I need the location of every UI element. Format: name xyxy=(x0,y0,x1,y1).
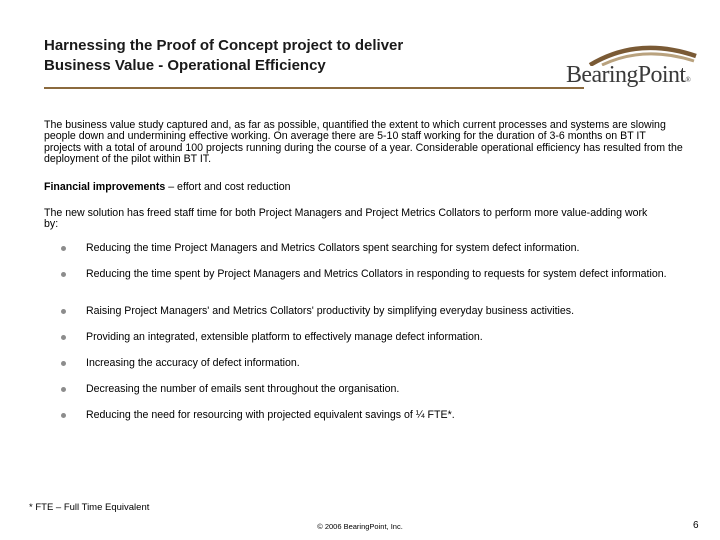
title-rule xyxy=(44,87,584,89)
bullet-text: Reducing the time Project Managers and Metrics Collators spent searching for system defect information. xyxy=(86,242,580,254)
bullet-icon xyxy=(61,246,66,251)
slide-title xyxy=(44,36,564,76)
intro-paragraph: The business value study captured and, as far as possible, quantified the extent to which current processes and systems are slowing people down and undermining effective working. On average there are 5-10 staff working for the duration of 3-6 months on BT IT projects with a total of around 100 projects running during the course of a year. Considerable operational efficiency has resulted from the deployment of the pilot within BT IT. xyxy=(44,119,683,166)
bullet-text: Providing an integrated, extensible platform to effectively manage defect information. xyxy=(86,331,483,343)
financial-heading xyxy=(44,181,684,193)
copyright: © 2006 BearingPoint, Inc. xyxy=(317,522,403,531)
bullet-text: Reducing the need for resourcing with projected equivalent savings of ¼ FTE*. xyxy=(86,409,455,421)
bullet-icon xyxy=(61,361,66,366)
page-number: 6 xyxy=(693,520,699,531)
bullet-icon xyxy=(61,413,66,418)
bullet-text: Decreasing the number of emails sent throughout the organisation. xyxy=(86,383,400,395)
bullet-icon xyxy=(61,335,66,340)
lead-paragraph: The new solution has freed staff time for both Project Managers and Project Metrics Collators to perform more value-adding work by: xyxy=(44,207,648,231)
bullet-icon xyxy=(61,309,66,314)
title-line-1: Harnessing the Proof of Concept project to deliver xyxy=(44,37,404,54)
bullet-text: Increasing the accuracy of defect information. xyxy=(86,357,300,369)
logo-registered-mark: ® xyxy=(685,76,691,84)
bearingpoint-logo xyxy=(566,42,702,96)
title-line-2: Business Value - Operational Efficiency xyxy=(44,57,326,74)
logo-text xyxy=(566,62,702,89)
bullet-text: Raising Project Managers' and Metrics Collators' productivity by simplifying everyday business activities. xyxy=(86,305,575,317)
bullet-icon xyxy=(61,387,66,392)
logo-wordmark: BearingPoint xyxy=(566,62,686,88)
financial-heading-sub: – effort and cost reduction xyxy=(165,181,291,193)
bullet-icon xyxy=(61,272,66,277)
bullet-text: Reducing the time spent by Project Managers and Metrics Collators in responding to requests for system defect information. xyxy=(86,268,667,280)
footnote: * FTE – Full Time Equivalent xyxy=(29,502,150,513)
financial-heading-bold: Financial improvements xyxy=(44,181,166,193)
